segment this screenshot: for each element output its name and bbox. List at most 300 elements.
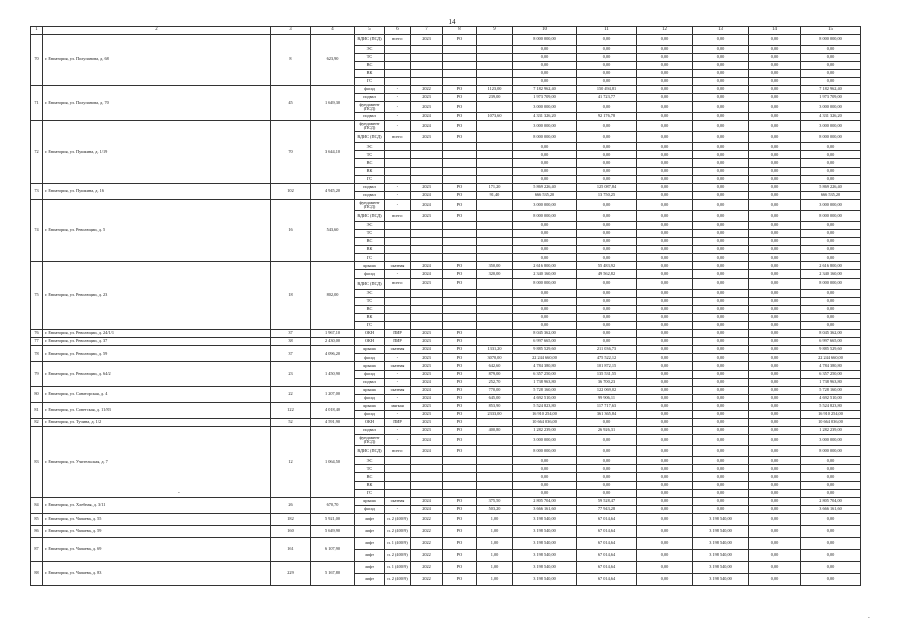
col13-cell: 0,00 bbox=[693, 362, 749, 370]
col13-cell: 0,00 bbox=[693, 465, 749, 473]
cost-cell: 0,00 bbox=[513, 151, 577, 159]
col14-cell: 0,00 bbox=[749, 338, 801, 346]
volume-cell bbox=[477, 278, 513, 289]
row-number: 85 bbox=[31, 513, 43, 525]
volume-cell: 400,80 bbox=[477, 427, 513, 435]
col13-cell: 0,00 bbox=[693, 338, 749, 346]
cost-extra-cell: 0,00 bbox=[577, 489, 637, 497]
total-cell: 0,00 bbox=[801, 465, 861, 473]
cost-extra-cell: 0,00 bbox=[577, 175, 637, 183]
funding-cell bbox=[443, 473, 477, 481]
year-cell: 2024 bbox=[411, 199, 443, 210]
funding-cell: РО bbox=[443, 537, 477, 549]
col14-cell: 0,00 bbox=[749, 354, 801, 362]
work-subtype-cell: - bbox=[385, 121, 411, 132]
year-cell: 2023 bbox=[411, 34, 443, 45]
cost-extra-cell: 0,00 bbox=[577, 210, 637, 221]
cost-extra-cell: 0,00 bbox=[577, 313, 637, 321]
col14-cell: 0,00 bbox=[749, 402, 801, 410]
work-type-cell: ГС bbox=[355, 77, 385, 85]
work-type-cell: ВДИС (ПСД) bbox=[355, 132, 385, 143]
work-subtype-cell: ПИР bbox=[385, 338, 411, 346]
col14-cell: 0,00 bbox=[749, 34, 801, 45]
funding-cell: РО bbox=[443, 210, 477, 221]
total-cell: 4 331 326,20 bbox=[801, 113, 861, 121]
cost-cell: 0,00 bbox=[513, 221, 577, 229]
row-number: 75 bbox=[31, 262, 43, 330]
total-cell: 0,00 bbox=[801, 45, 861, 53]
cost-cell: 10 664 036,00 bbox=[513, 419, 577, 427]
work-subtype-cell: скатная bbox=[385, 346, 411, 354]
cost-cell: 2 805 704,00 bbox=[513, 497, 577, 505]
col14-cell: 0,00 bbox=[749, 378, 801, 386]
funding-cell: РО bbox=[443, 427, 477, 435]
col12-cell: 0,00 bbox=[637, 394, 693, 402]
col13-cell: 0,00 bbox=[693, 270, 749, 278]
work-type-cell: ЭС bbox=[355, 143, 385, 151]
col12-cell: 0,00 bbox=[637, 330, 693, 338]
col12-cell: 0,00 bbox=[637, 151, 693, 159]
cost-extra-cell: 135 531,55 bbox=[577, 370, 637, 378]
total-cell: 0,00 bbox=[801, 238, 861, 246]
year-cell bbox=[411, 254, 443, 262]
year-cell: 2023 bbox=[411, 132, 443, 143]
volume-cell bbox=[477, 230, 513, 238]
cost-extra-cell: 0,00 bbox=[577, 419, 637, 427]
year-cell bbox=[411, 230, 443, 238]
cost-cell: 0,00 bbox=[513, 246, 577, 254]
year-cell bbox=[411, 238, 443, 246]
col3-cell: 229 bbox=[271, 561, 311, 585]
work-type-cell: лифт bbox=[355, 525, 385, 537]
funding-cell bbox=[443, 45, 477, 53]
col12-cell: 0,00 bbox=[637, 465, 693, 473]
funding-cell: РО bbox=[443, 270, 477, 278]
work-subtype-cell: всего: bbox=[385, 446, 411, 457]
col12-cell: 0,00 bbox=[637, 94, 693, 102]
table-row bbox=[31, 362, 861, 370]
col13-cell: 0,00 bbox=[693, 394, 749, 402]
cost-cell: 0,00 bbox=[513, 297, 577, 305]
funding-cell: РО bbox=[443, 34, 477, 45]
funding-cell bbox=[443, 143, 477, 151]
work-type-cell: ВС bbox=[355, 159, 385, 167]
address-cell: г. Евпатория, ул. Санаторская, д. 4 bbox=[43, 386, 271, 402]
year-cell bbox=[411, 175, 443, 183]
volume-cell: 1,00 bbox=[477, 513, 513, 525]
total-cell: 1 738 963,80 bbox=[801, 378, 861, 386]
row-number: 87 bbox=[31, 537, 43, 561]
col12-cell: 0,00 bbox=[637, 435, 693, 446]
work-subtype-cell bbox=[385, 151, 411, 159]
cost-extra-cell: 99 906,11 bbox=[577, 394, 637, 402]
col12-cell: 0,00 bbox=[637, 525, 693, 537]
work-type-cell: ГС bbox=[355, 175, 385, 183]
funding-cell bbox=[443, 61, 477, 69]
col13-cell: 0,00 bbox=[693, 435, 749, 446]
col13-cell: 0,00 bbox=[693, 221, 749, 229]
address-cell: г. Евпатория, ул. Чапаева, д. 55 bbox=[43, 513, 271, 525]
col14-cell: 0,00 bbox=[749, 143, 801, 151]
table-row bbox=[31, 330, 861, 338]
col13-cell: 0,00 bbox=[693, 497, 749, 505]
work-type-cell: ВС bbox=[355, 473, 385, 481]
work-subtype-cell: - bbox=[385, 102, 411, 113]
row-number: 72 bbox=[31, 121, 43, 183]
cost-cell: 6 997 665,00 bbox=[513, 338, 577, 346]
col14-cell: 0,00 bbox=[749, 270, 801, 278]
cost-cell: 0,00 bbox=[513, 159, 577, 167]
col14-cell: 0,00 bbox=[749, 254, 801, 262]
cost-extra-cell: 67 014,64 bbox=[577, 537, 637, 549]
volume-cell bbox=[477, 61, 513, 69]
volume-cell: 1,00 bbox=[477, 549, 513, 561]
funding-cell bbox=[443, 297, 477, 305]
year-cell bbox=[411, 77, 443, 85]
year-cell bbox=[411, 159, 443, 167]
col13-cell: 0,00 bbox=[693, 210, 749, 221]
address-cell: г. Евпатория, ул. Пушкина, д. 16 bbox=[43, 183, 271, 199]
cost-cell: 5 869 226,40 bbox=[513, 183, 577, 191]
year-cell: 2023 bbox=[411, 210, 443, 221]
work-subtype-cell bbox=[385, 305, 411, 313]
work-type-cell: ЭС bbox=[355, 221, 385, 229]
volume-cell bbox=[477, 321, 513, 329]
year-cell bbox=[411, 151, 443, 159]
year-cell bbox=[411, 473, 443, 481]
col12-cell: 0,00 bbox=[637, 573, 693, 585]
col12-cell: 0,00 bbox=[637, 262, 693, 270]
work-subtype-cell: п. 2 (400/9) bbox=[385, 525, 411, 537]
cost-extra-cell: 67 014,64 bbox=[577, 525, 637, 537]
total-cell: 5 869 226,40 bbox=[801, 183, 861, 191]
column-number-header bbox=[31, 27, 861, 35]
area-cell: 1 064,50 bbox=[311, 427, 355, 498]
col14-cell: 0,00 bbox=[749, 246, 801, 254]
total-cell: 5 728 160,00 bbox=[801, 386, 861, 394]
col12-cell: 0,00 bbox=[637, 121, 693, 132]
work-subtype-cell: - bbox=[385, 394, 411, 402]
work-subtype-cell: - bbox=[385, 370, 411, 378]
cost-cell: 0,00 bbox=[513, 61, 577, 69]
funding-cell: РО bbox=[443, 402, 477, 410]
funding-cell bbox=[443, 489, 477, 497]
year-cell: 2024 bbox=[411, 121, 443, 132]
col12-cell: 0,00 bbox=[637, 481, 693, 489]
work-subtype-cell bbox=[385, 77, 411, 85]
col13-cell: 0,00 bbox=[693, 386, 749, 394]
cost-cell: 3 198 540,00 bbox=[513, 573, 577, 585]
row-number: 74 bbox=[31, 199, 43, 261]
col12-cell: 0,00 bbox=[637, 199, 693, 210]
col12-cell: 0,00 bbox=[637, 473, 693, 481]
col13-cell: 3 198 540,00 bbox=[693, 573, 749, 585]
table-row bbox=[31, 121, 861, 132]
funding-cell bbox=[443, 246, 477, 254]
volume-cell bbox=[477, 419, 513, 427]
work-type-cell: подвал bbox=[355, 378, 385, 386]
year-cell: 2023 bbox=[411, 183, 443, 191]
work-type-cell: ТС bbox=[355, 230, 385, 238]
total-cell: 0,00 bbox=[801, 473, 861, 481]
cost-cell: 3 000 000,00 bbox=[513, 199, 577, 210]
work-subtype-cell: скатная bbox=[385, 262, 411, 270]
work-type-cell: фасад bbox=[355, 370, 385, 378]
total-cell: 0,00 bbox=[801, 61, 861, 69]
total-cell: 22 244 660,00 bbox=[801, 354, 861, 362]
work-type-cell: ЭС bbox=[355, 289, 385, 297]
work-subtype-cell bbox=[385, 159, 411, 167]
work-type-cell: фасад bbox=[355, 85, 385, 93]
total-cell: 0,00 bbox=[801, 537, 861, 549]
address-cell: г. Евпатория, ул. Хлебная, д. 3/11 bbox=[43, 497, 271, 513]
year-cell bbox=[411, 53, 443, 61]
cost-cell: 3 198 540,00 bbox=[513, 549, 577, 561]
volume-cell bbox=[477, 69, 513, 77]
funding-cell: РО bbox=[443, 549, 477, 561]
work-subtype-cell: - bbox=[385, 113, 411, 121]
col13-cell: 0,00 bbox=[693, 230, 749, 238]
area-cell: 5 921,00 bbox=[311, 513, 355, 525]
total-cell: 3 666 161,60 bbox=[801, 505, 861, 513]
cost-cell: 8 045 362,00 bbox=[513, 330, 577, 338]
year-cell: 2022 bbox=[411, 537, 443, 549]
col13-cell: 0,00 bbox=[693, 278, 749, 289]
work-subtype-cell bbox=[385, 254, 411, 262]
col14-cell: 0,00 bbox=[749, 230, 801, 238]
year-cell: 2023 bbox=[411, 362, 443, 370]
total-cell: 1 973 709,00 bbox=[801, 94, 861, 102]
cost-extra-cell: 67 014,64 bbox=[577, 573, 637, 585]
column-header-5: 5 bbox=[355, 27, 385, 35]
area-cell: 1 207,00 bbox=[311, 386, 355, 402]
col14-cell: 0,00 bbox=[749, 77, 801, 85]
area-cell: 1 967,10 bbox=[311, 330, 355, 338]
cost-extra-cell: 0,00 bbox=[577, 446, 637, 457]
total-cell: 2 616 800,00 bbox=[801, 262, 861, 270]
total-cell: 0,00 bbox=[801, 457, 861, 465]
work-subtype-cell: п. 2 (400/9) bbox=[385, 573, 411, 585]
column-header-8: 8 bbox=[443, 27, 477, 35]
year-cell: 2022 bbox=[411, 549, 443, 561]
volume-cell: 239,00 bbox=[477, 94, 513, 102]
funding-cell: РО bbox=[443, 573, 477, 585]
volume-cell: 853,90 bbox=[477, 402, 513, 410]
volume-cell: 1331,20 bbox=[477, 346, 513, 354]
col14-cell: 0,00 bbox=[749, 199, 801, 210]
page-number: 14 bbox=[448, 18, 456, 26]
work-subtype-cell: п. 2 (400/9) bbox=[385, 513, 411, 525]
cost-cell: 0,00 bbox=[513, 167, 577, 175]
col13-cell: 0,00 bbox=[693, 254, 749, 262]
volume-cell bbox=[477, 151, 513, 159]
col13-cell: 0,00 bbox=[693, 262, 749, 270]
cost-cell: 0,00 bbox=[513, 143, 577, 151]
col13-cell: 0,00 bbox=[693, 313, 749, 321]
work-subtype-cell: - bbox=[385, 378, 411, 386]
funding-cell bbox=[443, 465, 477, 473]
year-cell: 2022 bbox=[411, 85, 443, 93]
cost-extra-cell: 0,00 bbox=[577, 159, 637, 167]
work-subtype-cell bbox=[385, 289, 411, 297]
col14-cell: 0,00 bbox=[749, 151, 801, 159]
total-cell: 0,00 bbox=[801, 561, 861, 573]
col14-cell: 0,00 bbox=[749, 537, 801, 549]
col12-cell: 0,00 bbox=[637, 561, 693, 573]
total-cell: 3 000 000,00 bbox=[801, 199, 861, 210]
volume-cell bbox=[477, 77, 513, 85]
cost-cell: 0,00 bbox=[513, 473, 577, 481]
stray-mark: ˇ bbox=[178, 493, 180, 498]
volume-cell bbox=[477, 238, 513, 246]
total-cell: 0,00 bbox=[801, 221, 861, 229]
funding-cell: РО bbox=[443, 191, 477, 199]
volume-cell bbox=[477, 297, 513, 305]
funding-cell bbox=[443, 313, 477, 321]
col12-cell: 0,00 bbox=[637, 183, 693, 191]
col3-cell: 52 bbox=[271, 419, 311, 427]
work-type-cell: подвал bbox=[355, 427, 385, 435]
col13-cell: 0,00 bbox=[693, 427, 749, 435]
cost-extra-cell: 0,00 bbox=[577, 45, 637, 53]
cost-extra-cell: 13 750,25 bbox=[577, 191, 637, 199]
funding-cell bbox=[443, 167, 477, 175]
col13-cell: 0,00 bbox=[693, 246, 749, 254]
col12-cell: 0,00 bbox=[637, 386, 693, 394]
total-cell: 0,00 bbox=[801, 254, 861, 262]
column-header-10: 10 bbox=[513, 27, 577, 35]
work-subtype-cell: ПИР bbox=[385, 330, 411, 338]
funding-cell bbox=[443, 53, 477, 61]
area-cell: 4 591,90 bbox=[311, 419, 355, 427]
table-row bbox=[31, 338, 861, 346]
funding-cell: РО bbox=[443, 525, 477, 537]
work-subtype-cell bbox=[385, 238, 411, 246]
year-cell: 2024 bbox=[411, 378, 443, 386]
cost-extra-cell: 0,00 bbox=[577, 61, 637, 69]
total-cell: 0,00 bbox=[801, 143, 861, 151]
cost-extra-cell: 150 494,81 bbox=[577, 85, 637, 93]
col12-cell: 0,00 bbox=[637, 338, 693, 346]
year-cell: 2023 bbox=[411, 410, 443, 418]
col3-cell: 160 bbox=[271, 525, 311, 537]
col14-cell: 0,00 bbox=[749, 330, 801, 338]
cost-extra-cell: 0,00 bbox=[577, 321, 637, 329]
col14-cell: 0,00 bbox=[749, 505, 801, 513]
col14-cell: 0,00 bbox=[749, 159, 801, 167]
stray-dash: - bbox=[868, 616, 870, 621]
area-cell: 6 107,90 bbox=[311, 537, 355, 561]
cost-cell: 1 973 709,00 bbox=[513, 94, 577, 102]
work-subtype-cell bbox=[385, 61, 411, 69]
cost-extra-cell: 361 365,84 bbox=[577, 410, 637, 418]
work-type-cell: ТС bbox=[355, 53, 385, 61]
volume-cell bbox=[477, 143, 513, 151]
col3-cell: 22 bbox=[271, 386, 311, 402]
cost-cell: 3 198 540,00 bbox=[513, 537, 577, 549]
cost-extra-cell: 92 176,78 bbox=[577, 113, 637, 121]
volume-cell bbox=[477, 254, 513, 262]
col14-cell: 0,00 bbox=[749, 69, 801, 77]
col3-cell: 8 bbox=[271, 34, 311, 85]
total-cell: 0,00 bbox=[801, 77, 861, 85]
funding-cell: РО bbox=[443, 394, 477, 402]
table-row bbox=[31, 183, 861, 191]
col12-cell: 0,00 bbox=[637, 402, 693, 410]
address-cell: г. Евпатория, ул. Полупанова, д. 70 bbox=[43, 85, 271, 120]
funding-cell: РО bbox=[443, 435, 477, 446]
volume-cell bbox=[477, 289, 513, 297]
col14-cell: 0,00 bbox=[749, 321, 801, 329]
year-cell bbox=[411, 61, 443, 69]
col14-cell: 0,00 bbox=[749, 410, 801, 418]
col13-cell: 0,00 bbox=[693, 370, 749, 378]
year-cell: 2023 bbox=[411, 370, 443, 378]
cost-extra-cell: 0,00 bbox=[577, 143, 637, 151]
cost-cell: 8 000 000,00 bbox=[513, 210, 577, 221]
col13-cell: 0,00 bbox=[693, 505, 749, 513]
col13-cell: 0,00 bbox=[693, 183, 749, 191]
table-row bbox=[31, 85, 861, 93]
work-type-cell: ВК bbox=[355, 167, 385, 175]
funding-cell: РО bbox=[443, 505, 477, 513]
volume-cell: 1123,00 bbox=[477, 85, 513, 93]
col14-cell: 0,00 bbox=[749, 346, 801, 354]
work-type-cell: крыша bbox=[355, 386, 385, 394]
year-cell bbox=[411, 246, 443, 254]
col12-cell: 0,00 bbox=[637, 113, 693, 121]
col14-cell: 0,00 bbox=[749, 278, 801, 289]
col14-cell: 0,00 bbox=[749, 94, 801, 102]
table-row bbox=[31, 199, 861, 210]
cost-extra-cell: 67 014,64 bbox=[577, 549, 637, 561]
total-cell: 666 535,20 bbox=[801, 191, 861, 199]
year-cell: 2024 bbox=[411, 386, 443, 394]
row-number: 82 bbox=[31, 419, 43, 427]
volume-cell: 1,00 bbox=[477, 525, 513, 537]
volume-cell: 91,40 bbox=[477, 191, 513, 199]
col14-cell: 0,00 bbox=[749, 113, 801, 121]
cost-extra-cell: 0,00 bbox=[577, 151, 637, 159]
funding-cell bbox=[443, 159, 477, 167]
year-cell: 2024 bbox=[411, 346, 443, 354]
year-cell: 2024 bbox=[411, 446, 443, 457]
total-cell: 9 885 529,60 bbox=[801, 346, 861, 354]
total-cell: 0,00 bbox=[801, 151, 861, 159]
work-subtype-cell bbox=[385, 167, 411, 175]
total-cell: 16 910 254,00 bbox=[801, 410, 861, 418]
cost-extra-cell: 0,00 bbox=[577, 254, 637, 262]
cost-extra-cell: 77 943,28 bbox=[577, 505, 637, 513]
work-subtype-cell bbox=[385, 69, 411, 77]
cost-cell: 2 340 160,00 bbox=[513, 270, 577, 278]
address-cell: г. Евпатория, ул. Революции, д. 59 bbox=[43, 346, 271, 362]
col14-cell: 0,00 bbox=[749, 45, 801, 53]
cost-extra-cell: 0,00 bbox=[577, 199, 637, 210]
total-cell: 8 000 000,00 bbox=[801, 34, 861, 45]
cost-cell: 3 198 540,00 bbox=[513, 561, 577, 573]
col14-cell: 0,00 bbox=[749, 53, 801, 61]
cost-extra-cell: 211 036,73 bbox=[577, 346, 637, 354]
column-header-14: 14 bbox=[749, 27, 801, 35]
col13-cell: 0,00 bbox=[693, 151, 749, 159]
cost-extra-cell: 0,00 bbox=[577, 167, 637, 175]
funding-cell: РО bbox=[443, 85, 477, 93]
work-type-cell: ОКН bbox=[355, 419, 385, 427]
funding-cell bbox=[443, 289, 477, 297]
volume-cell: 1,00 bbox=[477, 573, 513, 585]
year-cell: 2024 bbox=[411, 505, 443, 513]
